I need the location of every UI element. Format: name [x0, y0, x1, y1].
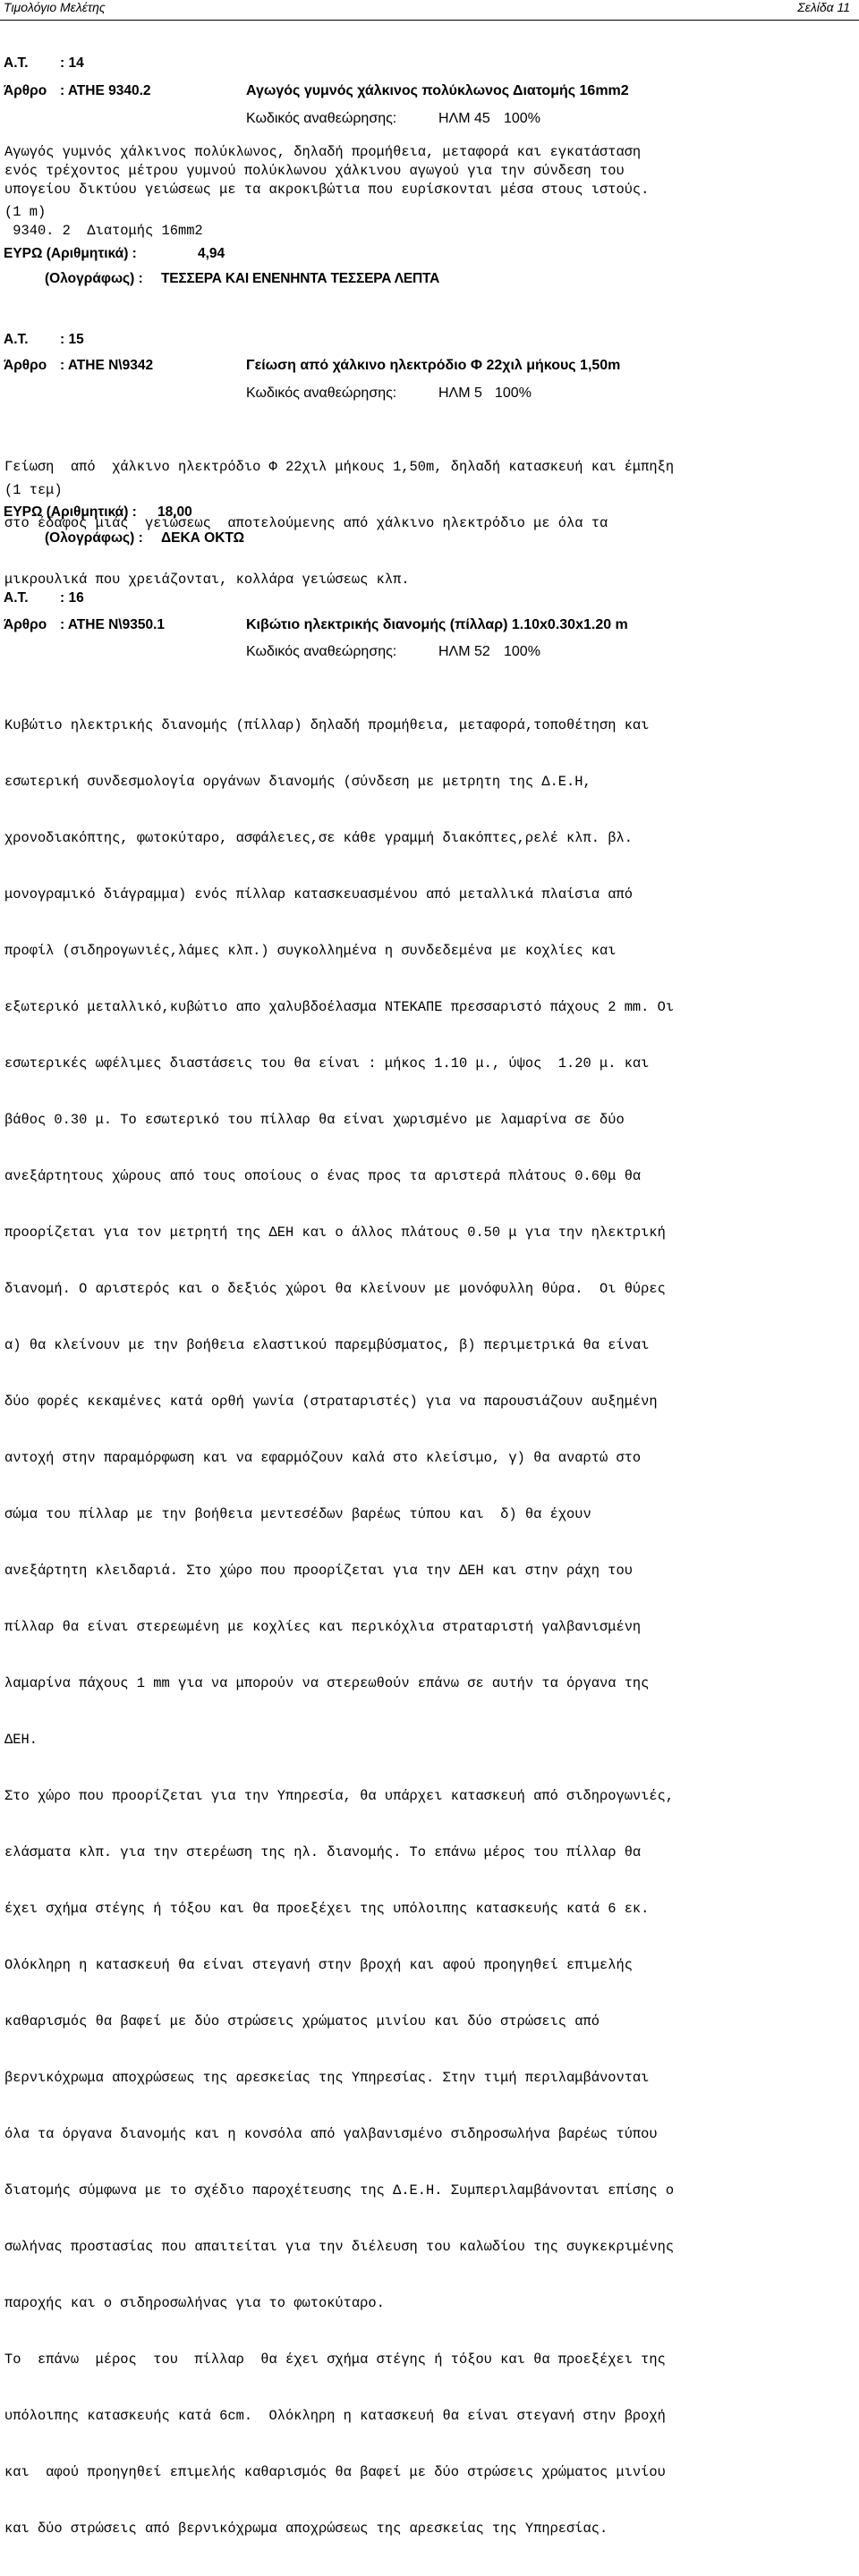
item-description [4, 143, 855, 199]
revision-code: ΗΛΜ 5 [438, 386, 482, 401]
description-line: προορίζεται για τον μετρητή της ΔΕΗ και ο άλλος πλάτους 0.50 μ για την ηλεκτρική [4, 1224, 666, 1241]
article-value: : ΑΤΗΕ Ν\9350.1 [60, 617, 166, 632]
description-line: Ολόκληρη η κατασκευή θα είναι στεγανή στην βροχή και αφού προηγηθεί επιμελής [4, 1957, 633, 1973]
document-title: Τιμολόγιο Μελέτης [4, 0, 106, 14]
description-line: προφίλ (σιδηρογωνιές,λάμες κλπ.) συγκολλημένα η συνδεδεμένα με κοχλίες και [4, 943, 617, 959]
item-description [4, 679, 855, 2576]
article-value: : ΑΤΗΕ Ν\9342 [60, 358, 154, 373]
description-line: υπογείου δικτύου γειώσεως με τα ακροκιβώτια που ευρίσκονται μέσα στους ιστούς. [4, 182, 650, 198]
revision-label: Κωδικός αναθεώρησης: [246, 386, 397, 401]
at-value: : 14 [60, 55, 84, 71]
description-line: σώμα του πίλλαρ με την βοήθεια μεντεσέδων βαρέως τύπου και δ) θα έχουν [4, 1506, 591, 1522]
description-line: ΔΕΗ. [4, 1732, 38, 1748]
description-line: βερνικόχρωμα αποχρώσεως της αρεσκείας της Υπηρεσίας. Στην τιμή περιλαμβάνονται [4, 2070, 650, 2086]
at-label: Α.Τ. [4, 332, 29, 347]
revision-percent: 100% [504, 111, 540, 126]
description-line: βάθος 0.30 μ. Το εσωτερικό του πίλλαρ θα είναι χωρισμένο με λαμαρίνα σε δύο [4, 1112, 625, 1128]
description-line: έχει σχήμα στέγης ή τόξου και θα προεξέχει της υπόλοιπης κατασκευής κατά 6 εκ. [4, 1901, 650, 1917]
item-title: Αγωγός γυμνός χάλκινος πολύκλωνος Διατομής 16mm2 [246, 83, 629, 98]
at-label: Α.Τ. [4, 590, 29, 606]
article-label: Άρθρο [4, 617, 47, 632]
description-line: α) θα κλείνουν με την βοήθεια ελαστικού παρεμβύσματος, β) περιμετρικά θα είναι [4, 1337, 650, 1353]
description-line: και δύο στρώσεις από βερνικόχρωμα αποχρώσεως της αρεσκείας της Υπηρεσίας. [4, 2521, 608, 2537]
description-line: Κυβώτιο ηλεκτρικής διανομής (πίλλαρ) δηλαδή προμήθεια, μεταφορά,τοποθέτηση και [4, 717, 650, 733]
article-label: Άρθρο [4, 358, 47, 373]
description-line: ανεξάρτητη κλειδαριά. Στο χώρο που προορίζεται για την ΔΕΗ και στην ράχη του [4, 1563, 633, 1579]
description-line: αντοχή στην παραμόρφωση και να εφαρμόζουν καλά στο κλείσιμο, γ) θα αναρτώ στο [4, 1450, 642, 1466]
description-line: μικρουλικά που χρειάζονται, κολλάρα γειώσεως κλπ. [4, 572, 410, 588]
price-value: 4,94 [198, 246, 225, 261]
item-subtitle: 9340. 2 Διατομής 16mm2 [4, 223, 203, 239]
item-title: Γείωση από χάλκινο ηλεκτρόδιο Φ 22χιλ μήκους 1,50m [246, 358, 621, 373]
price-words-label: (Ολογράφως) : [45, 271, 143, 286]
description-line: όλα τα όργανα διανομής και η κονσόλα από γαλβανισμένο σιδηροσωλήνα βαρέως τύπου [4, 2126, 658, 2142]
revision-code: ΗΛΜ 45 [438, 111, 490, 126]
article-label: Άρθρο [4, 83, 47, 98]
item-title: Κιβώτιο ηλεκτρικής διανομής (πίλλαρ) 1.10x0.30x1.20 m [246, 617, 628, 632]
description-line: παροχής και ο σιδηροσωλήνας για το φωτοκύταρο. [4, 2295, 385, 2311]
page-number: Σελίδα 11 [797, 0, 850, 14]
description-line: διατομής σύμφωνα με το σχέδιο παροχέτευσης της Δ.Ε.Η. Συμπεριλαμβάνονται επίσης ο [4, 2182, 675, 2199]
description-line: καθαρισμός θα βαφεί με δύο στρώσεις χρώματος μινίου και δύο στρώσεις από [4, 2013, 600, 2029]
at-label: Α.Τ. [4, 55, 29, 71]
revision-percent: 100% [504, 644, 540, 659]
at-value: : 15 [60, 332, 84, 347]
description-line: Γείωση από χάλκινο ηλεκτρόδιο Φ 22χιλ μήκους 1,50m, δηλαδή κατασκευή και έμπηξη [4, 459, 675, 475]
description-line: λαμαρίνα πάχους 1 mm για να μπορούν να στερεωθούν επάνω σε αυτήν τα όργανα της [4, 1675, 650, 1691]
description-line: ελάσματα κλπ. για την στερέωση της ηλ. διανομής. Το επάνω μέρος του πίλλαρ θα [4, 1844, 642, 1860]
description-line: πίλλαρ θα είναι στερεωμένη με κοχλίες και περικόχλια στραταριστή γαλβανισμένη [4, 1619, 642, 1635]
price-words-label: (Ολογράφως) : [45, 530, 143, 546]
description-line: Στο χώρο που προορίζεται για την Υπηρεσία, θα υπάρχει κατασκευή από σιδηρογωνιές, [4, 1788, 675, 1804]
revision-label: Κωδικός αναθεώρησης: [246, 111, 397, 126]
price-words-value: ΔΕΚΑ ΟΚΤΩ [161, 530, 245, 546]
description-line: εσωτερική συνδεσμολογία οργάνων διανομής (σύνδεση με μετρητη της Δ.Ε.Η, [4, 774, 591, 790]
item-description [4, 420, 855, 627]
description-line: μονογραμικό διάγραμμα) ενός πίλλαρ κατασκευασμένου από μεταλλικά πλαίσια από [4, 886, 633, 902]
revision-percent: 100% [495, 386, 532, 401]
article-value: : ΑΤΗΕ 9340.2 [60, 83, 151, 98]
page-header [0, 0, 859, 21]
unit: (1 τεμ) [4, 482, 63, 498]
description-line: εσωτερικές ωφέλιμες διαστάσεις του θα είναι : μήκος 1.10 μ., ύψος 1.20 μ. και [4, 1055, 650, 1072]
revision-label: Κωδικός αναθεώρησης: [246, 644, 397, 659]
description-line: Αγωγός γυμνός χάλκινος πολύκλωνος, δηλαδή προμήθεια, μεταφορά και εγκατάσταση [4, 144, 642, 160]
description-line: ενός τρέχοντος μέτρου γυμνού πολύκλωνου χάλκινου αγωγού για την σύνδεση του [4, 163, 625, 179]
description-line: δύο φορές κεκαμένες κατά ορθή γωνία (στραταριστές) για να παρουσιάζουν αυξημένη [4, 1394, 658, 1410]
price-words-value: ΤΕΣΣΕΡΑ ΚΑΙ ΕΝΕΝΗΝΤΑ ΤΕΣΣΕΡΑ ΛΕΠΤΑ [161, 271, 440, 286]
description-line: Το επάνω μέρος του πίλλαρ θα έχει σχήμα στέγης ή τόξου και θα προεξέχει της [4, 2351, 666, 2368]
price-label: ΕΥΡΩ (Αριθμητικά) : [4, 504, 137, 520]
description-line: χρονοδιακόπτης, φωτοκύταρο, ασφάλειες,σε κάθε γραμμή διακόπτες,ρελέ κλπ. βλ. [4, 830, 633, 846]
at-value: : 16 [60, 590, 84, 606]
description-line: στο έδαφος μιάς γειώσεως αποτελούμενης από χάλκινο ηλεκτρόδιο με όλα τα [4, 515, 608, 531]
description-line: διανομή. Ο αριστερός και ο δεξιός χώροι θα κλείνουν με μονόφυλλη θύρα. Οι θύρες [4, 1281, 666, 1297]
description-line: σωλήνας προστασίας που απαιτείται για την διέλευση του καλωδίου της συγκεκριμένης [4, 2239, 675, 2255]
description-line: υπόλοιπης κατασκευής κατά 6cm. Ολόκληρη η κατασκευή θα είναι στεγανή στην βροχή [4, 2408, 666, 2424]
price-label: ΕΥΡΩ (Αριθμητικά) : [4, 246, 137, 261]
unit: (1 m) [4, 204, 47, 220]
description-line: εξωτερικό μεταλλικό,κυβώτιο απο χαλυβδοέλασμα ΝΤΕΚΑΠΕ πρεσσαριστό πάχους 2 mm. Οι [4, 999, 675, 1015]
revision-code: ΗΛΜ 52 [438, 644, 490, 659]
price-value: 18,00 [157, 504, 192, 520]
description-line: και αφού προηγηθεί επιμελής καθαρισμός θα βαφεί με δύο στρώσεις χρώματος μινίου [4, 2464, 666, 2480]
description-line: ανεξάρτητους χώρους από τους οποίους ο ένας προς τα αριστερά πλάτους 0.60μ θα [4, 1168, 642, 1184]
